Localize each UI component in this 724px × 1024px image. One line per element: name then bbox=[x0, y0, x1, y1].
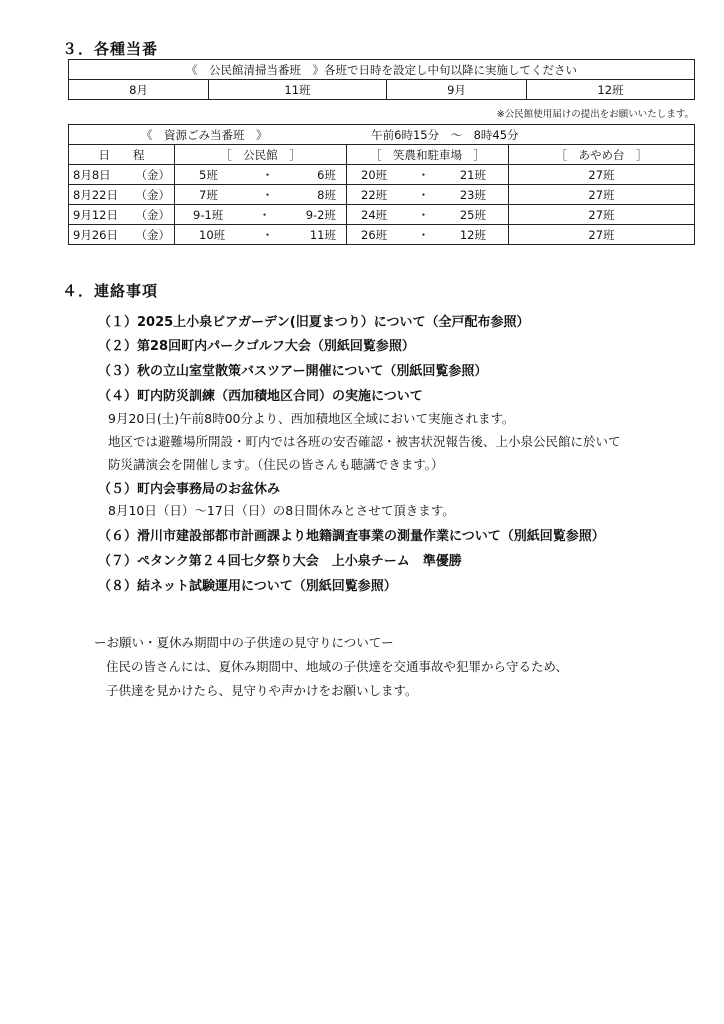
col-header-parking: ［ 笑農和駐車場 ］ bbox=[347, 145, 509, 165]
ayamedai-group: 27班 bbox=[509, 205, 695, 225]
row-day: （金） bbox=[135, 167, 170, 182]
row-date: 8月22日 bbox=[73, 187, 118, 202]
kominkan-group-b: 9-2班 bbox=[305, 207, 336, 222]
parking-group-b: 25班 bbox=[459, 207, 486, 222]
cleaning-group-1: 11班 bbox=[209, 80, 387, 100]
item5-detail: 8月10日（日）～17日（日）の8日間休みとさせて頂きます。 bbox=[108, 503, 455, 518]
table-row bbox=[69, 225, 695, 245]
cleaning-duty-table bbox=[68, 59, 695, 100]
section4-title: ４．連絡事項 bbox=[62, 282, 159, 300]
separator-dot: ・ bbox=[417, 227, 430, 242]
kominkan-group-a: 7班 bbox=[199, 187, 218, 202]
cleaning-month-1: 8月 bbox=[69, 80, 209, 100]
col-header-ayamedai: ［ あやめ台 ］ bbox=[509, 145, 695, 165]
notice-item-4: （４）町内防災訓練（西加積地区合同）の実施について bbox=[98, 389, 423, 404]
row-day: （金） bbox=[135, 187, 170, 202]
parking-group-a: 20班 bbox=[361, 167, 388, 182]
parking-group-a: 26班 bbox=[361, 227, 388, 242]
cleaning-group-2: 12班 bbox=[527, 80, 695, 100]
garbage-duty-table bbox=[68, 124, 695, 245]
separator-dot: ・ bbox=[258, 207, 271, 222]
ayamedai-group: 27班 bbox=[509, 165, 695, 185]
parking-group-a: 24班 bbox=[361, 207, 388, 222]
cleaning-month-2: 9月 bbox=[387, 80, 527, 100]
separator-dot: ・ bbox=[261, 227, 274, 242]
parking-group-b: 21班 bbox=[459, 167, 486, 182]
notice-item-8: （８）結ネット試験運用について（別紙回覧参照） bbox=[98, 579, 397, 594]
garbage-duty-time: 午前6時15分 ～ 8時45分 bbox=[371, 127, 519, 142]
row-date: 9月26日 bbox=[73, 227, 118, 242]
separator-dot: ・ bbox=[417, 167, 430, 182]
request-title: ーお願い・夏休み期間中の子供達の見守りについてー bbox=[94, 635, 394, 650]
row-date: 9月12日 bbox=[73, 207, 118, 222]
parking-group-a: 22班 bbox=[361, 187, 388, 202]
separator-dot: ・ bbox=[261, 167, 274, 182]
ayamedai-group: 27班 bbox=[509, 225, 695, 245]
row-day: （金） bbox=[135, 227, 170, 242]
usage-note: ※公民館使用届けの提出をお願いいたします。 bbox=[496, 109, 694, 120]
kominkan-group-a: 9-1班 bbox=[193, 207, 224, 222]
notice-item-6: （６）滑川市建設部都市計画課より地籍調査事業の測量作業について（別紙回覧参照） bbox=[98, 529, 605, 544]
col-header-kominkan: ［ 公民館 ］ bbox=[175, 145, 347, 165]
section3-title: ３．各種当番 bbox=[62, 40, 159, 58]
notice-item-5: （５）町内会事務局のお盆休み bbox=[98, 482, 281, 497]
ayamedai-group: 27班 bbox=[509, 185, 695, 205]
item4-detail-2: 地区では避難場所開設・町内では各班の安否確認・被害状況報告後、上小泉公民館に於いて bbox=[108, 434, 621, 449]
kominkan-group-b: 6班 bbox=[317, 167, 336, 182]
notice-item-1: （１）2025上小泉ビアガーデン(旧夏まつり）について（全戸配布参照） bbox=[98, 315, 530, 330]
notice-item-7: （７）ペタンク第２４回七夕祭り大会 上小泉チーム 準優勝 bbox=[98, 554, 462, 569]
garbage-duty-title: 《 資源ごみ当番班 》 bbox=[141, 127, 268, 142]
table-row bbox=[69, 205, 695, 225]
row-day: （金） bbox=[135, 207, 170, 222]
item4-detail-3: 防災講演会を開催します。（住民の皆さんも聴講できます。） bbox=[108, 457, 444, 472]
notice-item-3: （３）秋の立山室堂散策バスツアー開催について（別紙回覧参照） bbox=[98, 364, 488, 379]
col-header-date: 日 程 bbox=[69, 145, 175, 165]
request-line-2: 子供達を見かけたら、見守りや声かけをお願いします。 bbox=[106, 683, 418, 698]
cleaning-duty-header: 《 公民館清掃当番班 》各班で日時を設定し中旬以降に実施してください bbox=[69, 60, 695, 80]
separator-dot: ・ bbox=[417, 207, 430, 222]
item4-detail-1: 9月20日(土)午前8時00分より、西加積地区全域において実施されます。 bbox=[108, 411, 515, 426]
kominkan-group-b: 8班 bbox=[317, 187, 336, 202]
separator-dot: ・ bbox=[417, 187, 430, 202]
request-line-1: 住民の皆さんには、夏休み期間中、地域の子供達を交通事故や犯罪から守るため、 bbox=[106, 659, 569, 674]
parking-group-b: 12班 bbox=[459, 227, 486, 242]
garbage-duty-header bbox=[69, 125, 695, 145]
kominkan-group-b: 11班 bbox=[309, 227, 336, 242]
table-row bbox=[69, 165, 695, 185]
table-row bbox=[69, 185, 695, 205]
notice-item-2: （２）第28回町内パークゴルフ大会（別紙回覧参照） bbox=[98, 339, 415, 354]
row-date: 8月8日 bbox=[73, 167, 111, 182]
parking-group-b: 23班 bbox=[459, 187, 486, 202]
kominkan-group-a: 5班 bbox=[199, 167, 218, 182]
kominkan-group-a: 10班 bbox=[199, 227, 226, 242]
separator-dot: ・ bbox=[261, 187, 274, 202]
